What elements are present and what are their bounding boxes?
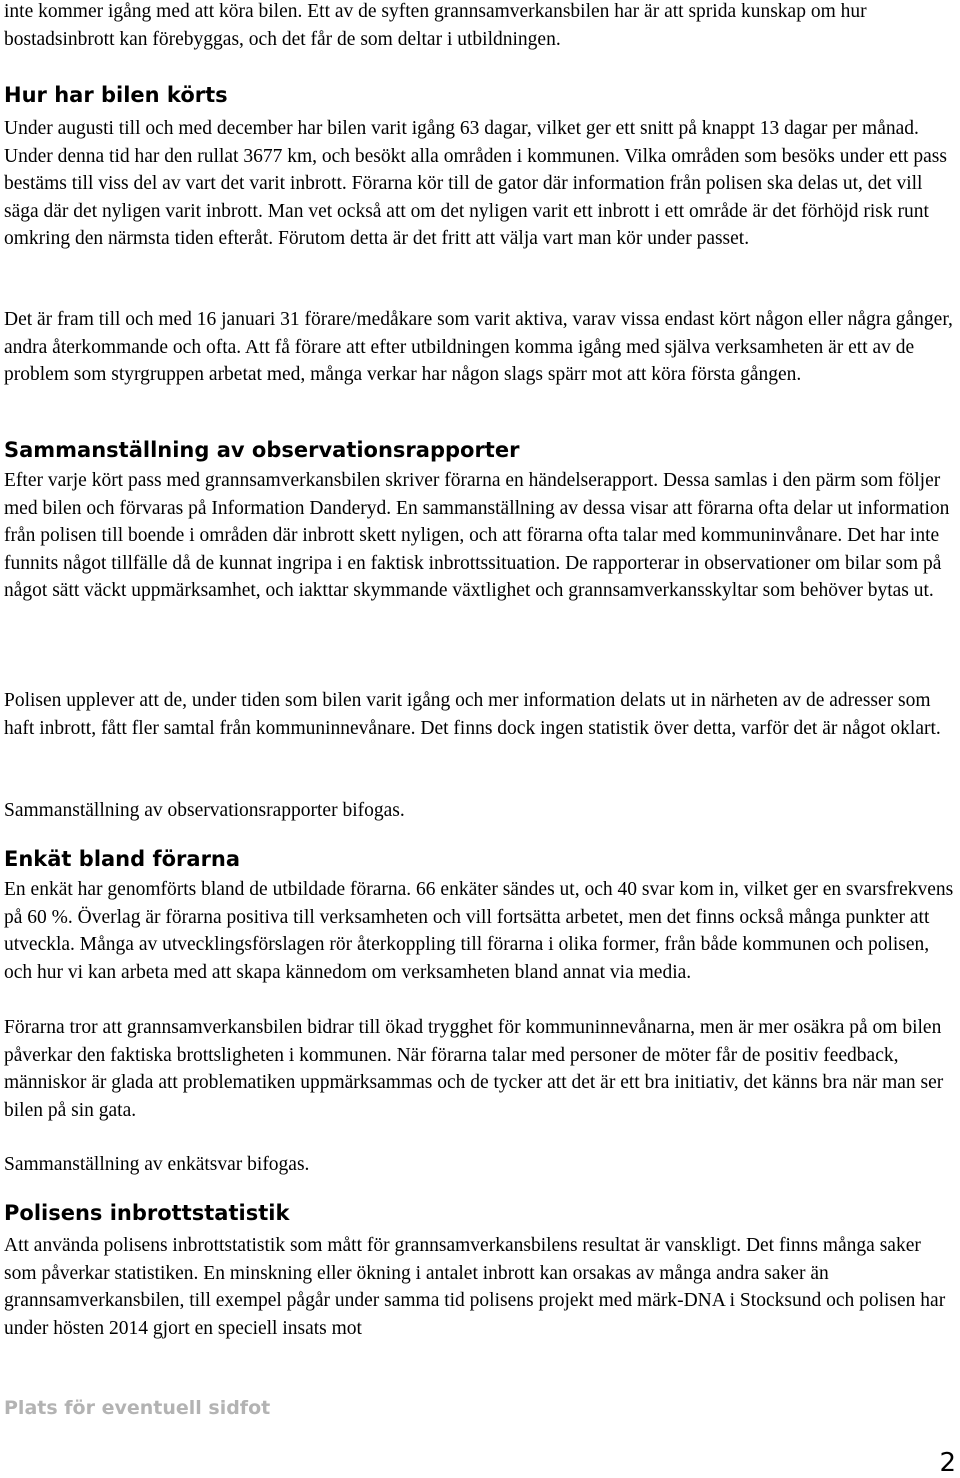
paragraph-hur-1: Under augusti till och med december har bilen varit igång 63 dagar, vilket ger ett snitt på knappt 13 dagar per månad. Under denna tid har den rullat 3677 km, och besökt alla områden i kommunen. Vilka områden som besöks under ett pass bestäms till viss del av vart det varit inbrott. Förarna kör till de gator där information från polisen ska delas ut, det vill säga där det nyligen varit inbrott. Man vet också att om det nyligen varit ett inbrott i ett område är det förhöjd risk runt omkring den närmsta tiden efteråt. Förutom detta är det fritt att välja vart man kör under passet. [4,118,947,249]
page-number: 2 [939,1448,956,1478]
heading-hur-har-bilen-korts: Hur har bilen körts [4,83,228,107]
paragraph-enkat-1: En enkät har genomförts bland de utbildade förarna. 66 enkäter sändes ut, och 40 svar kom in, vilket ger en svarsfrekvens på 60 %. Överlag är förarna positiva till verksamheten och vill fortsätta arbetet, men det finns också många punkter att utveckla. Många av utvecklingsförslagen rör återkoppling till förarna i olika former, från både kommunen och polisen, och hur vi kan arbeta med att skapa kännedom om verksamheten bland annat via media. [4,879,954,983]
footer-placeholder: Plats för eventuell sidfot [4,1397,271,1419]
paragraph-sammanstallning-2: Polisen upplever att de, under tiden som bilen varit igång och mer information delats ut in närheten av de adresser som haft inbrott, fått fler samtal från kommuninnevånare. Det finns dock ingen statistik över detta, varför det är något oklart. [4,690,941,739]
heading-sammanstallning: Sammanställning av observationsrapporter [4,438,520,462]
paragraph-enkat-3: Sammanställning av enkätsvar bifogas. [4,1154,310,1175]
paragraph-polisens-1: Att använda polisens inbrottstatistik som mått för grannsamverkansbilens resultat är vanskligt. Det finns många saker som påverkar statistiken. En minskning eller ökning i antalet inbrott kan orsakas av många andra saker än grannsamverkansbilen, till exempel pågår under samma tid polisens projekt med märk-DNA i Stocksund och polisen har under hösten 2014 gjort en speciell insats mot [4,1235,946,1339]
paragraph-enkat-2: Förarna tror att grannsamverkansbilen bidrar till ökad trygghet för kommuninnevånarna, men är mer osäkra på om bilen påverkar den faktiska brottsligheten i kommunen. När förarna talar med personer de möter får de positiv feedback, människor är glada att problematiken uppmärksammas och de tycker att det är ett bra initiativ, det känns bra när man ser bilen på sin gata. [4,1017,944,1121]
heading-polisens-inbrottstatistik: Polisens inbrottstatistik [4,1201,290,1225]
heading-enkat: Enkät bland förarna [4,847,241,871]
paragraph-sammanstallning-1: Efter varje kört pass med grannsamverkansbilen skriver förarna en händelserapport. Dessa samlas i den pärm som följer med bilen och förvaras på Information Danderyd. En sammanställning av dessa visar att förarna ofta delar ut information från polisen till boende i områden där inbrott skett nyligen, och att förarna ofta talar med kommuninvånare. Det har inte funnits något tillfälle då de kunnat ingripa i en faktisk inbrottssituation. De rapporterar in observationer om bilar som på något sätt väckt uppmärksamhet, och iakttar skymmande växtlighet och grannsamverkansskyltar som behöver bytas ut. [4,470,950,601]
paragraph-sammanstallning-3: Sammanställning av observationsrapporter bifogas. [4,800,405,821]
paragraph-hur-2: Det är fram till och med 16 januari 31 förare/medåkare som varit aktiva, varav vissa endast kört någon eller några gånger, andra återkommande och ofta. Att få förare att efter utbildningen komma igång med själva verksamheten är ett av de problem som styrgruppen arbetat med, många verkar har någon slags spärr mot att köra första gången. [4,309,953,385]
intro-paragraph: inte kommer igång med att köra bilen. Ett av de syften grannsamverkansbilen har är att sprida kunskap om hur bostadsinbrott kan förebyggas, och det får de som deltar i utbildningen. [4,1,867,50]
